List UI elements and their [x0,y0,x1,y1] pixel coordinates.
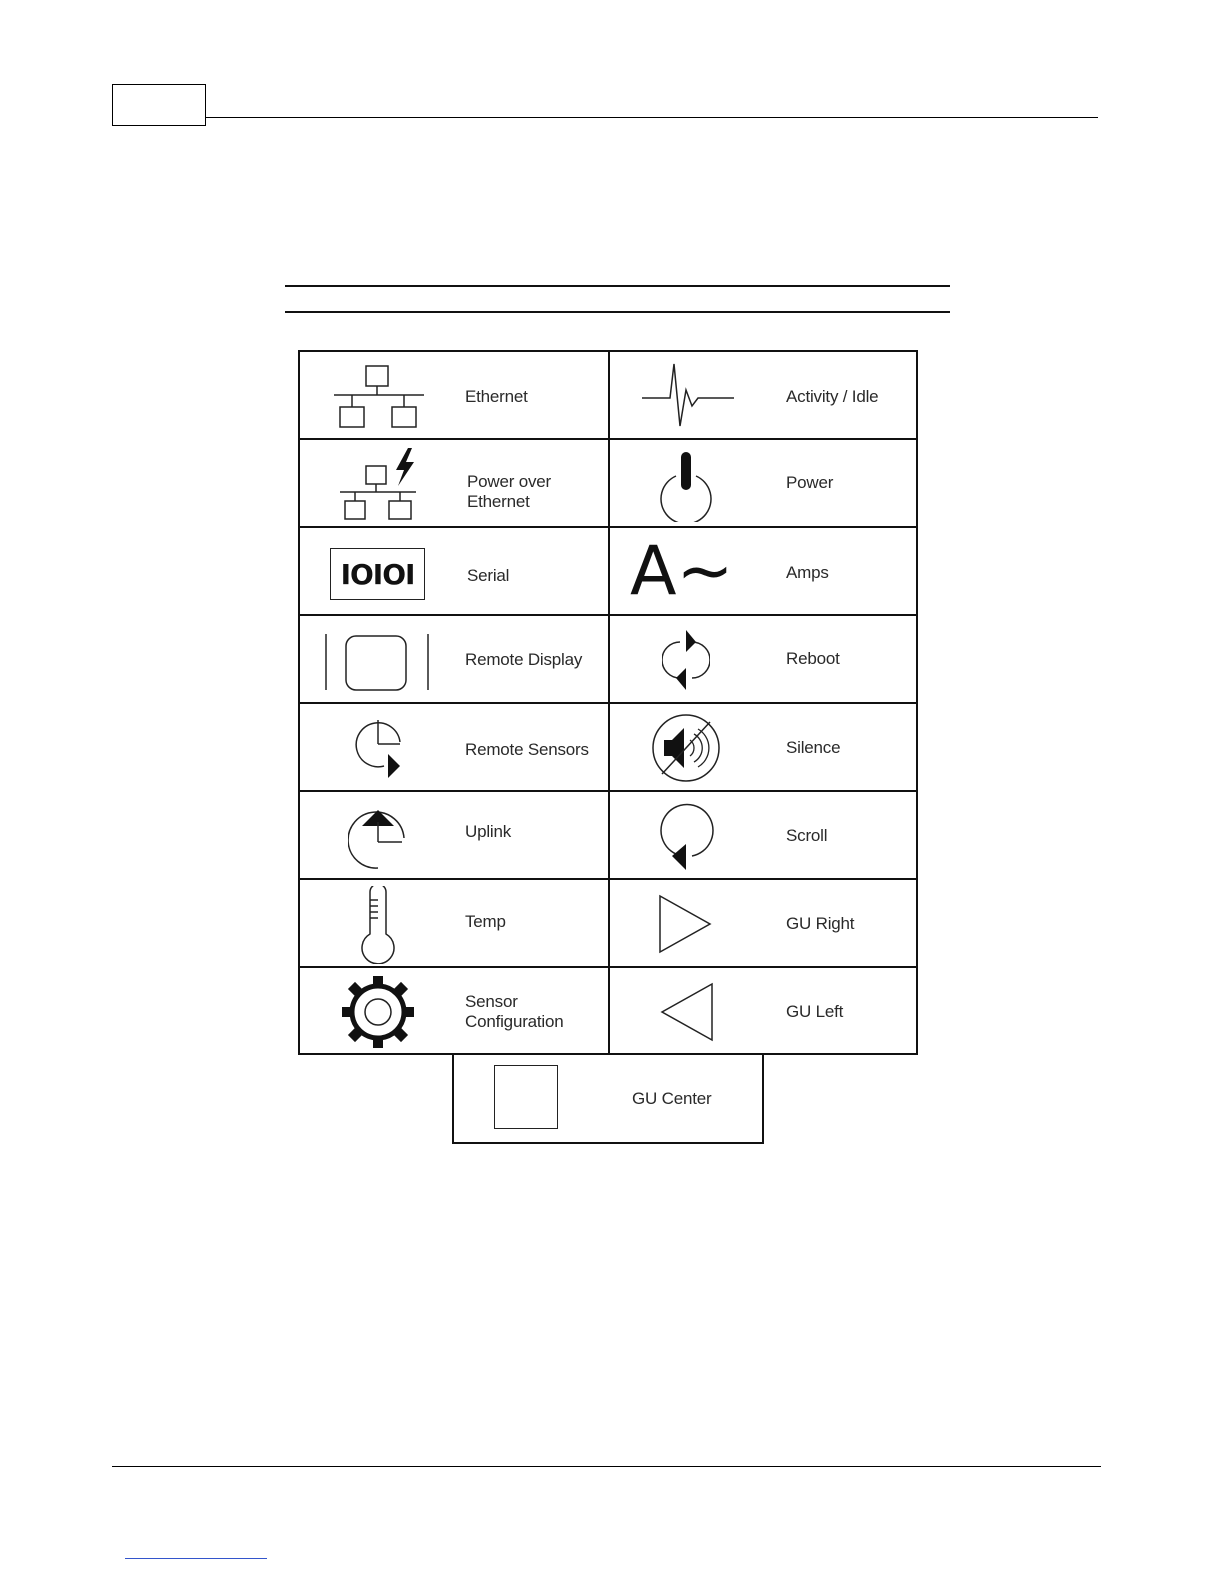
gu-right-icon [658,894,714,954]
legend-cell-silence [610,704,918,792]
legend-label-activity-idle: Activity / Idle [786,387,879,406]
legend-cell-serial [300,528,608,616]
table-caption-rule-top [285,285,950,287]
legend-label-serial: Serial [467,566,510,585]
legend-cell-temp [300,880,608,968]
legend-label-sensor-configuration: Sensor Configuration [465,992,564,1031]
legend-cell-gu-right [610,880,918,968]
legend-cell-gu-left [610,968,918,1056]
power-over-ethernet-icon [338,446,422,522]
table-caption-rule-bottom [285,311,950,313]
icon-legend-table [298,350,918,1055]
legend-cell-remote-display [300,616,608,704]
legend-label-reboot: Reboot [786,649,840,668]
gu-left-icon [658,982,714,1042]
legend-label-silence: Silence [786,738,841,757]
legend-label-temp: Temp [465,912,506,931]
legend-label-ethernet: Ethernet [465,387,528,406]
amps-icon: A~ [630,532,734,611]
legend-label-remote-sensors: Remote Sensors [465,740,589,759]
legend-label-power-over-ethernet: Power over Ethernet [467,472,551,511]
temp-icon [358,886,398,964]
remote-sensors-icon [354,714,408,782]
legend-cell-remote-sensors [300,704,608,792]
header-rule [206,117,1098,118]
footer-rule [112,1466,1101,1467]
legend-label-remote-display: Remote Display [465,650,583,669]
sensor-configuration-icon [340,974,416,1050]
legend-label-power: Power [786,473,834,492]
silence-icon [650,712,722,784]
serial-icon: IOIOI [330,548,425,600]
legend-label-uplink: Uplink [465,822,512,841]
legend-cell-power-over-ethernet [300,440,608,528]
remote-display-icon [322,630,432,694]
legend-cell-amps [610,528,918,616]
legend-label-gu-center: GU Center [632,1089,712,1108]
legend-cell-power [610,440,918,528]
legend-cell-sensor-configuration [300,968,608,1056]
footer-link-underline [125,1558,267,1559]
legend-cell-reboot [610,616,918,704]
page-number-box [112,84,206,126]
scroll-icon [656,800,716,872]
legend-label-amps: Amps [786,563,829,582]
legend-label-gu-right: GU Right [786,914,855,933]
power-icon [656,448,716,522]
reboot-icon [662,626,710,694]
ethernet-icon [330,362,430,432]
legend-cell-uplink [300,792,608,880]
legend-cell-activity-idle [610,352,918,440]
legend-label-scroll: Scroll [786,826,828,845]
activity-idle-icon [640,360,736,430]
legend-cell-gu-center [452,1053,764,1144]
legend-cell-ethernet [300,352,608,440]
legend-label-gu-left: GU Left [786,1002,844,1021]
gu-center-icon [494,1065,558,1129]
legend-cell-scroll [610,792,918,880]
uplink-icon [348,802,410,872]
